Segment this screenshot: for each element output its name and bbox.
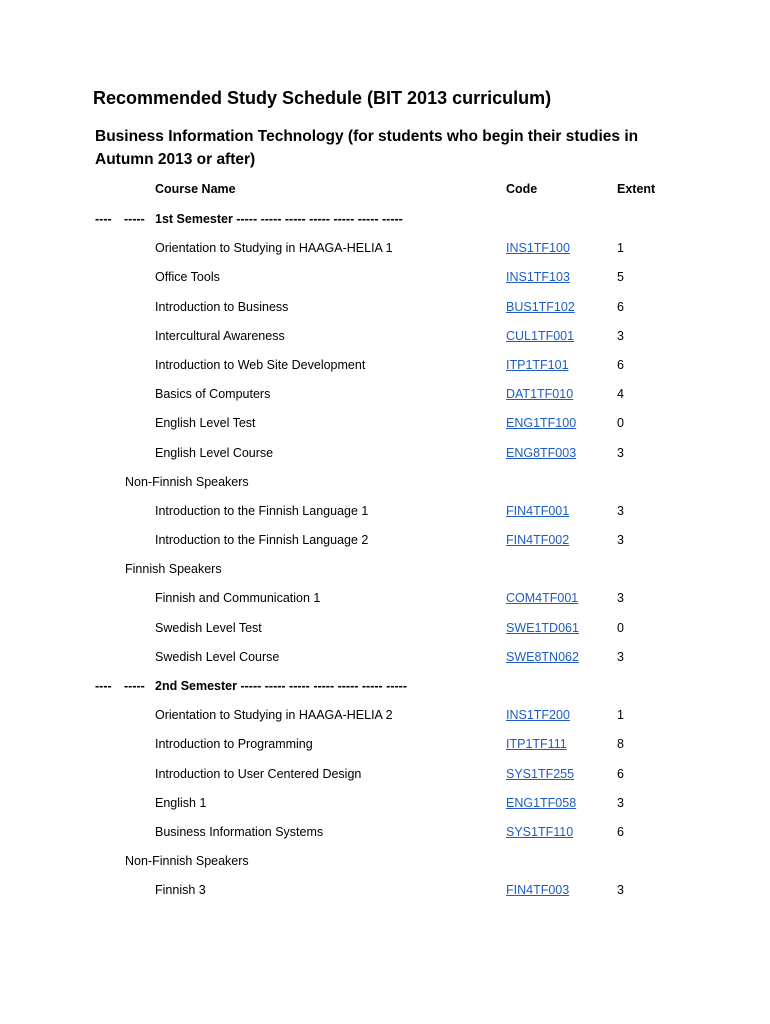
semester-dash: ---- — [95, 679, 112, 693]
group-row — [0, 562, 770, 591]
course-name: Introduction to User Centered Design — [155, 766, 362, 781]
schedule-table — [0, 212, 770, 913]
course-extent: 3 — [617, 328, 624, 343]
table-row — [0, 708, 770, 737]
table-row — [0, 737, 770, 766]
course-name: English Level Course — [155, 445, 274, 460]
course-name: Swedish Level Test — [155, 620, 262, 635]
table-row — [0, 270, 770, 299]
semester-label: 1st Semester ----- ----- ----- ----- ----- ----- ----- — [155, 212, 403, 226]
course-name: Intercultural Awareness — [155, 328, 285, 343]
course-code-link[interactable]: INS1TF103 — [506, 270, 570, 285]
table-row — [0, 241, 770, 270]
course-code-link[interactable]: SYS1TF255 — [506, 766, 575, 781]
table-row — [0, 446, 770, 475]
page-subtitle: Business Information Technology (for students who begin their studies in Autumn 2013 or after) — [95, 128, 639, 168]
table-row — [0, 650, 770, 679]
page-title: Recommended Study Schedule (BIT 2013 curriculum) — [93, 88, 552, 108]
table-row — [0, 300, 770, 329]
course-extent: 3 — [617, 533, 624, 548]
semester-row — [0, 679, 770, 708]
course-code-link[interactable]: FIN4TF003 — [506, 883, 570, 898]
course-extent: 6 — [617, 824, 624, 839]
course-code-link[interactable]: DAT1TF010 — [506, 387, 574, 402]
course-code-link[interactable]: CUL1TF001 — [506, 328, 575, 343]
table-row — [0, 883, 770, 912]
course-code-link[interactable]: ENG1TF100 — [506, 416, 577, 431]
table-row — [0, 416, 770, 445]
course-extent: 0 — [617, 620, 624, 635]
table-row — [0, 621, 770, 650]
course-code-link[interactable]: ENG8TF003 — [506, 445, 577, 460]
course-extent: 3 — [617, 503, 624, 518]
course-extent: 3 — [617, 591, 624, 606]
course-code-link[interactable]: ITP1TF111 — [506, 737, 567, 752]
course-extent: 3 — [617, 445, 624, 460]
table-row — [0, 825, 770, 854]
course-code-link[interactable]: SWE1TD061 — [506, 620, 579, 635]
group-row — [0, 854, 770, 883]
course-code-link[interactable]: FIN4TF001 — [506, 503, 570, 518]
group-label: Finnish Speakers — [125, 562, 222, 577]
course-code-link[interactable]: INS1TF100 — [506, 241, 570, 256]
course-extent: 0 — [617, 416, 624, 431]
course-code-link[interactable]: ITP1TF101 — [506, 357, 569, 372]
course-extent: 6 — [617, 766, 624, 781]
course-code-link[interactable]: INS1TF200 — [506, 708, 570, 723]
course-name: Introduction to Programming — [155, 737, 313, 752]
course-code-link[interactable]: ENG1TF058 — [506, 795, 577, 810]
course-name: Orientation to Studying in HAAGA-HELIA 1 — [155, 241, 393, 256]
table-row — [0, 591, 770, 620]
course-code-link[interactable]: BUS1TF102 — [506, 299, 575, 314]
course-extent: 3 — [617, 795, 624, 810]
course-code-link[interactable]: SWE8TN062 — [506, 649, 579, 664]
course-name: English 1 — [155, 795, 207, 810]
course-code-link[interactable]: FIN4TF002 — [506, 533, 570, 548]
course-name: Introduction to Business — [155, 299, 289, 314]
course-name: Office Tools — [155, 270, 220, 285]
course-extent: 4 — [617, 387, 624, 402]
course-name: Introduction to the Finnish Language 1 — [155, 503, 369, 518]
course-extent: 6 — [617, 357, 624, 372]
semester-row — [0, 212, 770, 241]
course-extent: 6 — [617, 299, 624, 314]
header-extent: Extent — [617, 182, 656, 196]
semester-label: 2nd Semester ----- ----- ----- ----- ----- ----- ----- — [155, 679, 407, 693]
group-row — [0, 475, 770, 504]
semester-dash: ---- — [95, 212, 112, 226]
table-row — [0, 796, 770, 825]
table-row — [0, 504, 770, 533]
course-name: Basics of Computers — [155, 387, 271, 402]
table-row — [0, 767, 770, 796]
course-extent: 5 — [617, 270, 624, 285]
course-name: English Level Test — [155, 416, 256, 431]
table-row — [0, 329, 770, 358]
course-name: Introduction to Web Site Development — [155, 357, 366, 372]
course-extent: 3 — [617, 649, 624, 664]
course-code-link[interactable]: SYS1TF110 — [506, 824, 574, 839]
table-header — [0, 182, 770, 200]
course-name: Finnish and Communication 1 — [155, 591, 321, 606]
course-name: Finnish 3 — [155, 883, 206, 898]
course-extent: 3 — [617, 883, 624, 898]
group-label: Non-Finnish Speakers — [125, 854, 249, 869]
course-extent: 1 — [617, 241, 624, 256]
header-code: Code — [506, 182, 538, 196]
course-name: Introduction to the Finnish Language 2 — [155, 533, 369, 548]
header-course-name: Course Name — [155, 182, 236, 196]
course-code-link[interactable]: COM4TF001 — [506, 591, 579, 606]
course-extent: 1 — [617, 708, 624, 723]
course-name: Orientation to Studying in HAAGA-HELIA 2 — [155, 708, 393, 723]
course-name: Business Information Systems — [155, 824, 324, 839]
table-row — [0, 387, 770, 416]
course-name: Swedish Level Course — [155, 649, 280, 664]
course-extent: 8 — [617, 737, 624, 752]
table-row — [0, 533, 770, 562]
semester-dash: ----- — [124, 679, 145, 693]
group-label: Non-Finnish Speakers — [125, 474, 249, 489]
table-row — [0, 358, 770, 387]
semester-dash: ----- — [124, 212, 145, 226]
